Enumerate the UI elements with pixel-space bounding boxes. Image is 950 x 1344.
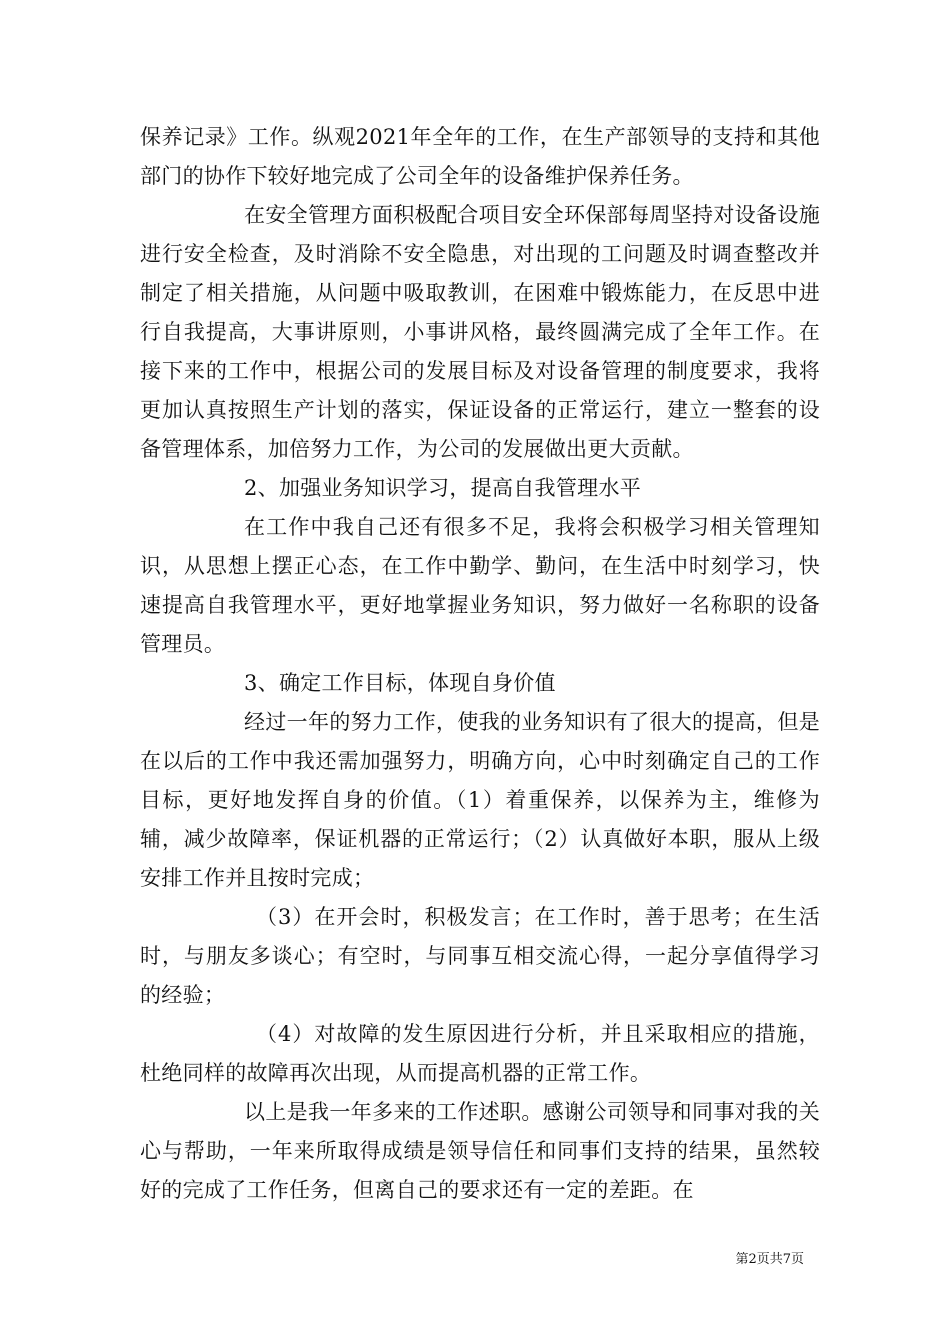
paragraph-self-improvement: 在工作中我自己还有很多不足，我将会积极学习相关管理知识，从思想上摆正心态，在工作中勤学、勤问，在生活中时刻学习，快速提高自我管理水平，更好地掌握业务知识，努力做好一名称职的设备管理员。 [140,515,820,656]
paragraph-item-4: （4）对故障的发生原因进行分析，并且采取相应的措施，杜绝同样的故障再次出现，从而提高机器的正常工作。 [140,1022,820,1085]
paragraph-safety-management: 在安全管理方面积极配合项目安全环保部每周坚持对设备设施进行安全检查，及时消除不安全隐患，对出现的工问题及时调查整改并制定了相关措施，从问题中吸取教训，在困难中锻炼能力，在反思中进行自我提高，大事讲原则，小事讲风格，最终圆满完成了全年工作。在接下来的工作中，根据公司的发展目标及对设备管理的制度要求，我将更加认真按照生产计划的落实，保证设备的正常运行，建立一整套的设备管理体系，加倍努力工作，为公司的发展做出更大贡献。 [140,203,820,461]
page-number-footer: 第2页共7页 [735,1252,804,1267]
section-heading-3: 3、确定工作目标，体现自身价值 [244,671,556,695]
paragraph-item-3: （3）在开会时，积极发言；在工作时，善于思考；在生活时，与朋友多谈心；有空时，与同事互相交流心得，一起分享值得学习的经验； [140,905,820,1007]
section-heading-2: 2、加强业务知识学习，提高自我管理水平 [244,476,642,500]
paragraph-conclusion: 以上是我一年多来的工作述职。感谢公司领导和同事对我的关心与帮助，一年来所取得成绩是领导信任和同事们支持的结果，虽然较好的完成了工作任务，但离自己的要求还有一定的差距。在 [140,1100,820,1202]
paragraph-continuation: 保养记录》工作。纵观2021年全年的工作，在生产部领导的支持和其他部门的协作下较好地完成了公司全年的设备维护保养任务。 [140,125,820,188]
paragraph-work-goals: 经过一年的努力工作，使我的业务知识有了很大的提高，但是在以后的工作中我还需加强努力，明确方向，心中时刻确定自己的工作目标，更好地发挥自身的价值。（1）着重保养，以保养为主，维修为辅，减少故障率，保证机器的正常运行；（2）认真做好本职，服从上级安排工作并且按时完成； [140,710,820,890]
document-body [140,118,820,1210]
